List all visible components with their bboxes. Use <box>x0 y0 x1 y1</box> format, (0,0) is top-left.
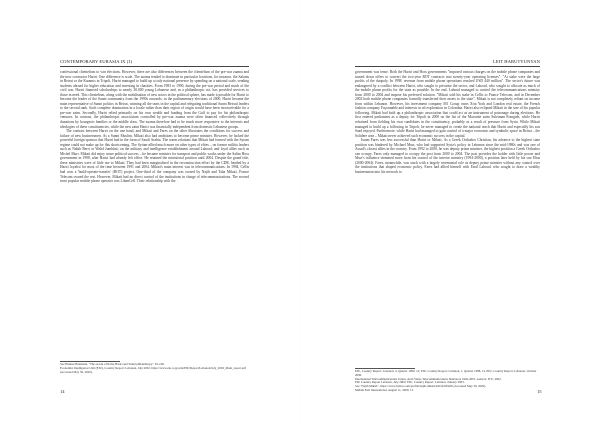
running-head-right: LEIT HARUTYUNYAN <box>492 59 540 64</box>
page-number-left: 14 <box>60 389 65 394</box>
running-head-left: CONTEMPORARY EURASIA IX (1) <box>60 59 133 64</box>
footnote: International Telecommunications Union, Arab States Telecommunications Indicators 1992-2001, Geneva: ITU, 2002. <box>355 376 502 381</box>
footnotes-right <box>355 370 540 393</box>
footnote: EIU Country Report Lebanon, July 2002; EIU, Country Report: Lebanon, January 2003. <box>355 380 465 385</box>
paragraph: government was tense. Both the Hariri and Hoss governments "imposed various charges on the mobile phone companies and turned down offers to convert the two-year BOT contracts into twenty-year operating licenses". "At stake were the large profits of the duopoly. In 1998, revenue from mobile phone operations reached USD 440 million". The sector's future was endangered by a conflict between Hariri, who sought to privatise the sector, and Lahoud, who sought to allocate as much of the mobile phone profits for the state as possible. In the end, Lahoud managed to control the telecommunications ministry from 2000 to 2004 and impose his preferred solution. "Mikati sold his stake in Cellis to France Telecom, and in December 2002 both mobile phone companies formally transferred their assets to the state". Mikati is not completely reliant on income from within Lebanon. However, his investment company M1 Group owns Xtra York and London real estate, the French fashion company Façonnable and interests in oil exploration in Colombia. Hariri also eclipsed Mikati in the size of his popular following. Mikati had built up a philanthropic association that could act as an instrument of patronage during elections. He first entered parliament as a deputy for Tripoli in 2000 on the list of the Maronite zaim Suleiman Frangieh, while Hariri refrained from fielding his own candidates in the constituency, probably as a result of pressure from Syria. While Mikati managed to build up a following in Tripoli, he never managed to create the national reach that Hariri and especially his son Saad enjoyed. Furthermore, while Hariri had managed to gain control of a major economic and symbolic space in Beirut – the Solidere area – Mikati never achieved such economic success in the capital. <box>355 70 540 138</box>
footnotes-left <box>60 363 249 374</box>
footnote: See "Najib Mikati", https://www.forbes.com/profile/najib-mikati/#41f4d1f9af6 (Accessed May 30, 2020). <box>355 384 487 388</box>
footnote: See Hannes Baumann, "The ascent of Rafiq Hariri and Sunni philanthropy", 81-106. <box>60 362 165 366</box>
paragraph: confessional clientelism to win elections. However, there are also differences between the clientelism of the pre-war zuama and the new contractor Hariri. One difference is scale. The zuama tended to dominate in particular locations, for instance, the Salams in Beirut or the Karamis in Tripoli. Hariri managed to build up a truly national presence by spending on a national scale, sending students abroad for higher education and investing in charities. From 1983 to 1990, during the pre-war period and much of the civil war, Hariri financed scholarships to nearly 30,000 young Lebanese and, as a philanthropic act, has provided services to those in need. This clientelism, along with the mobilisation of new actors in the political sphere, has made it possible for Hariri to become the leader of the Sunni community from the 1990s onwards; in the parliamentary elections of 2000, Hariri became the main representative of Sunni politics in Beirut, winning all the seats in the capital and relegating traditional Sunni Beiruti leaders to the second rank. Such complete domination in a locale rather than their region of origin would have been inconceivable for a pre-war zaim. Secondly, Hariri relied primarily on his own wealth and funding from the Gulf to pay for his philanthropic ventures. In contrast, the philanthropic associations controlled by pre-war zuama were often financed collectively through donations by bourgeois families or the middle class. The zuama therefore had to be much more responsive to the interests and ideologies of these constituencies, while the new zaim Hariri was financially independent from domestic Lebanese groups. <box>60 70 249 129</box>
body-text-right <box>355 70 540 175</box>
header-rule-right <box>355 66 540 67</box>
paragraph: Issam Fares was less successful than Hariri or Mikati. As a Greek Orthodox Christian, his advance to the highest state position was hindered by Michael Murr, who had supported Syria's policy in Lebanon since the mid-1980s and was one of Assad's closest allies in the country. From 1992 to 2000, he was deputy prime minister, the highest position a Greek Orthodox can occupy. Fares only managed to occupy the post from 2000 to 2004. The post provides the holder with little power and Murr's influence stemmed more from his control of the interior ministry (1994-2000), a position later held by his son Elias (2000-2004). Fares, meanwhile, was stuck with a largely ceremonial role as deputy prime minister without any control over the institutions that shaped economic policy. Fares had allied himself with Emil Lahoud, who sought to draw a wealthy businessman into his network to <box>355 138 540 175</box>
body-text-left <box>60 70 249 184</box>
paragraph: The contrast between Hariri on the one hand, and Mikati and Fares on the other illustrates the conditions for success and failure of new businessmen. As a Sunni Muslim, Mikati also had ambitions to become prime minister. However, he lacked the powerful foreign sponsor that Hariri had in the form of Saudi Arabia. The warm relations that Mikati had formed with the Syrian regime could not make up for this shortcoming. The Syrian-allied much more on other types of elites – on former militia leaders such as Nabih Berri or Walid Jumblatt; on the military and intelligence establishment around Lahoud; and loyal allies such as Michel Murr. Mikati did enjoy some political success – he became minister for transport and public works under the Salim Hoss government in 1998, after Hariri had already left office. He retained the ministerial position until 2004. Despite the grand title, these ministries were of little use to Mikati. They had been marginalised in the reconstruction effort by the CDR, headed by a Hariri loyalist for most of the time between 1991 and 2004. Mikati's main interest was in telecommunications. In 1994, Cellis had won a 'build-operate-transfer' (BOT) project. One-third of the company was owned by Najib and Taha Mikati, France Telecom owned the rest. However, Mikati had no direct control of the institutions in charge of telecommunications. The second most popular mobile phone operator was LibanCell. Their relationship with the <box>60 129 249 184</box>
right-page <box>300 0 600 424</box>
footnote: Middle East International, August 11, 2000, 13. <box>355 387 414 392</box>
footnote: Economist Intelligence Unit (EIU), Country Report: Lebanon, July 2002. https://www.eiu.co.jp/edu/EIU/Report/Lebanon/July_2002_Main_report.pdf (Accessed May 30, 2020). <box>60 365 246 374</box>
header-rule-left <box>60 66 249 67</box>
page-number-right: 15 <box>537 389 542 394</box>
footnote: EIU, Country Report: Lebanon, 4, Quarter 1999. 14; EIU, Country Report: Lebanon, 1, Quarter 1998, 14. EIU, Country Report: Lebanon, October 2000. <box>355 369 537 377</box>
